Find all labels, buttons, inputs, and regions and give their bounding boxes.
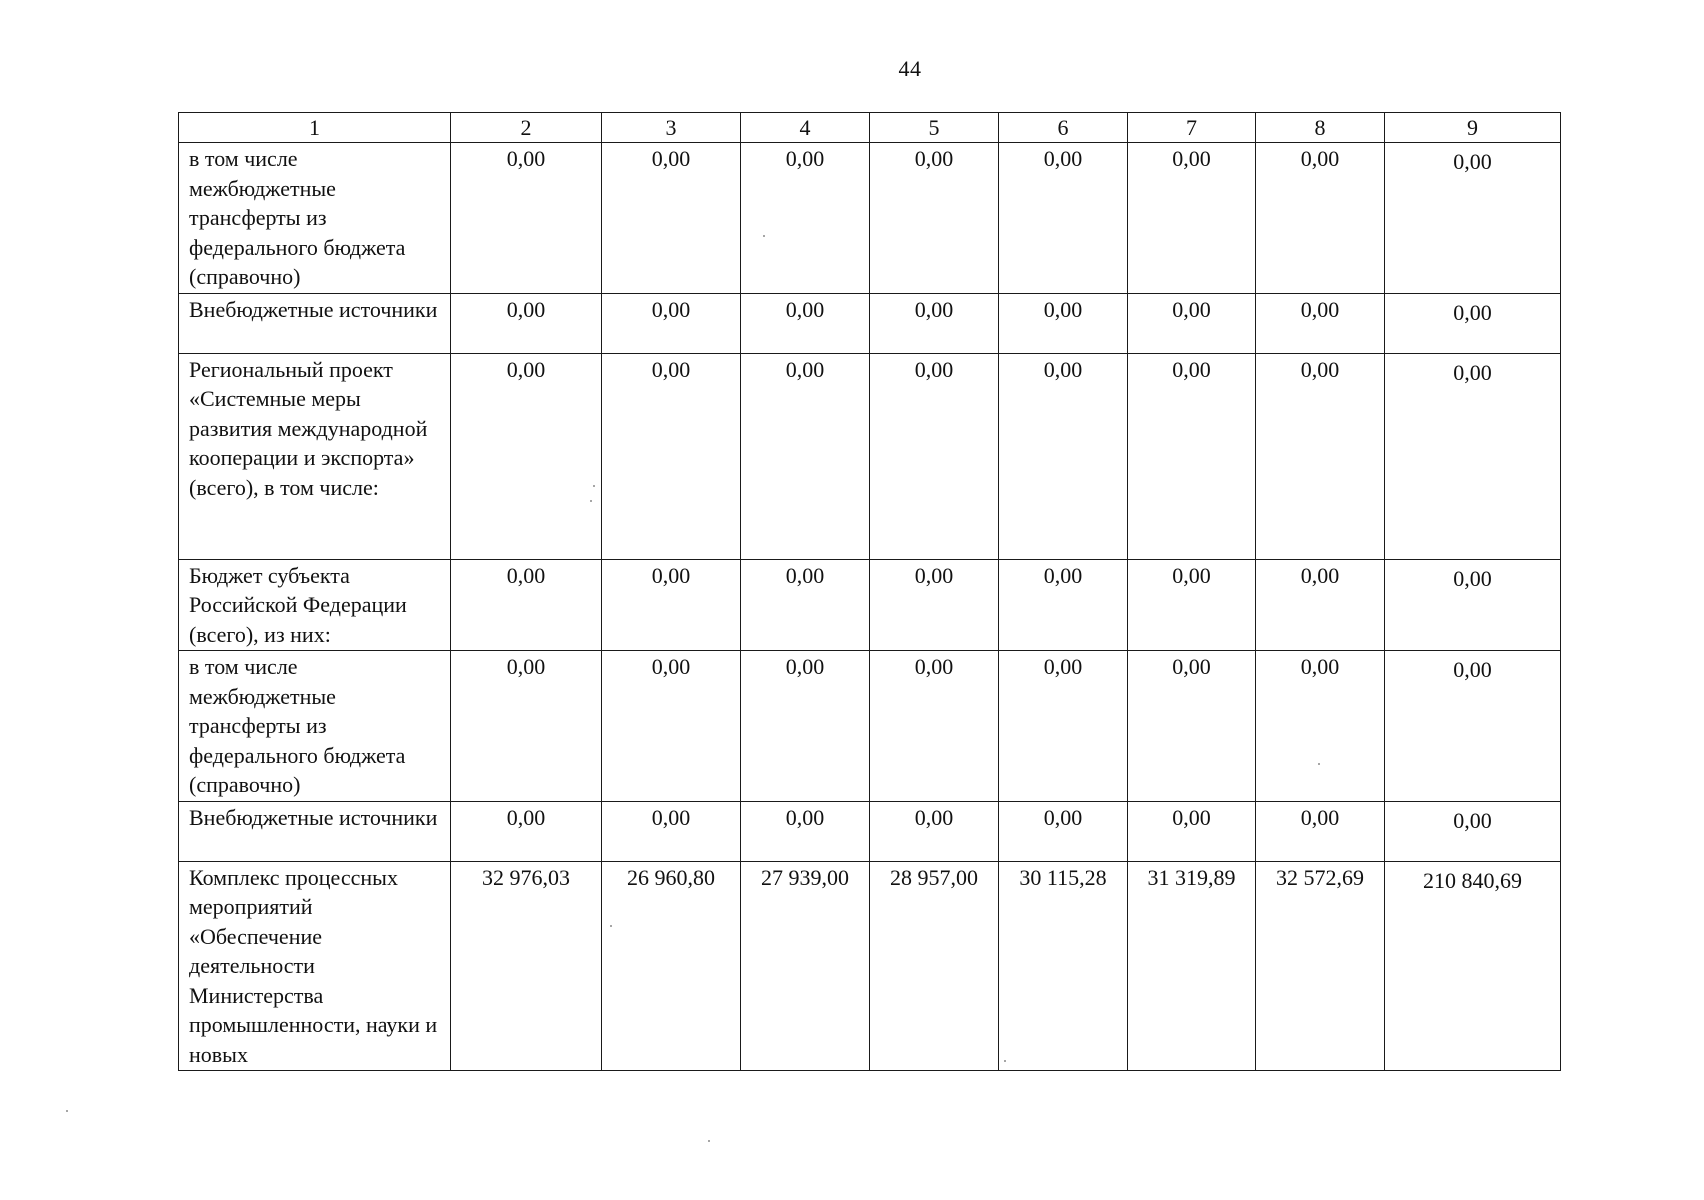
table-cell: 0,00 xyxy=(741,801,870,861)
table-cell: 0,00 xyxy=(451,353,602,559)
table-cell: 0,00 xyxy=(1385,651,1561,802)
table-row xyxy=(179,143,1561,294)
table-cell: 0,00 xyxy=(870,651,999,802)
table-row xyxy=(179,559,1561,651)
table-cell: 0,00 xyxy=(1385,293,1561,353)
table-cell: 28 957,00 xyxy=(870,861,999,1071)
table-cell: 0,00 xyxy=(870,293,999,353)
scan-speck xyxy=(1004,1060,1006,1062)
row-label: Внебюджетные источники xyxy=(179,801,451,861)
scan-speck xyxy=(593,485,595,487)
row-label: Внебюджетные источники xyxy=(179,293,451,353)
table-cell: 0,00 xyxy=(741,559,870,651)
table-cell: 0,00 xyxy=(602,651,741,802)
table-row xyxy=(179,651,1561,802)
scan-speck xyxy=(66,1110,68,1112)
column-number-7: 7 xyxy=(1128,113,1256,143)
table-cell: 0,00 xyxy=(999,651,1128,802)
table-cell: 0,00 xyxy=(602,559,741,651)
table-cell: 0,00 xyxy=(1256,651,1385,802)
table-cell: 0,00 xyxy=(999,559,1128,651)
scan-speck xyxy=(763,235,765,237)
table-cell: 31 319,89 xyxy=(1128,861,1256,1071)
table-cell: 0,00 xyxy=(1128,143,1256,294)
table-cell: 0,00 xyxy=(1128,353,1256,559)
table-cell: 0,00 xyxy=(451,293,602,353)
table-cell: 0,00 xyxy=(1128,559,1256,651)
table-cell: 0,00 xyxy=(602,801,741,861)
table-row xyxy=(179,293,1561,353)
table-cell: 0,00 xyxy=(1256,143,1385,294)
table-cell: 0,00 xyxy=(451,651,602,802)
scan-speck xyxy=(610,925,612,927)
budget-table xyxy=(178,112,1561,1071)
table-cell: 0,00 xyxy=(1385,353,1561,559)
column-number-2: 2 xyxy=(451,113,602,143)
table-cell: 0,00 xyxy=(451,143,602,294)
table-header xyxy=(179,113,1561,143)
header-row xyxy=(179,113,1561,143)
table-cell: 0,00 xyxy=(451,801,602,861)
table-cell: 0,00 xyxy=(602,143,741,294)
column-number-1: 1 xyxy=(179,113,451,143)
table-cell: 0,00 xyxy=(1385,143,1561,294)
row-label: в том числе межбюджетные трансферты из федерального бюджета (справочно) xyxy=(179,143,451,294)
row-label: в том числе межбюджетные трансферты из федерального бюджета (справочно) xyxy=(179,651,451,802)
table-row xyxy=(179,801,1561,861)
table-cell: 0,00 xyxy=(999,143,1128,294)
table-cell: 0,00 xyxy=(870,353,999,559)
table-cell: 0,00 xyxy=(602,353,741,559)
table-cell: 0,00 xyxy=(602,293,741,353)
table-cell: 210 840,69 xyxy=(1385,861,1561,1071)
table-cell: 26 960,80 xyxy=(602,861,741,1071)
scan-speck xyxy=(1318,763,1320,765)
table-cell: 0,00 xyxy=(741,353,870,559)
table-cell: 0,00 xyxy=(870,559,999,651)
table-cell: 0,00 xyxy=(999,801,1128,861)
table-cell: 0,00 xyxy=(1256,353,1385,559)
table-cell: 32 976,03 xyxy=(451,861,602,1071)
table-row xyxy=(179,861,1561,1071)
scan-speck xyxy=(590,500,592,502)
column-number-4: 4 xyxy=(741,113,870,143)
table-row xyxy=(179,353,1561,559)
column-number-9: 9 xyxy=(1385,113,1561,143)
table-cell: 0,00 xyxy=(1256,293,1385,353)
table-cell: 0,00 xyxy=(870,801,999,861)
table-body xyxy=(179,143,1561,1071)
row-label: Региональный проект «Системные меры развития международной кооперации и экспорта» (всего), в том числе: xyxy=(179,353,451,559)
row-label: Комплекс процессных мероприятий «Обеспечение деятельности Министерства промышленности, науки и новых xyxy=(179,861,451,1071)
table-cell: 30 115,28 xyxy=(999,861,1128,1071)
column-number-3: 3 xyxy=(602,113,741,143)
table-cell: 0,00 xyxy=(1385,801,1561,861)
table-cell: 0,00 xyxy=(999,353,1128,559)
row-label: Бюджет субъекта Российской Федерации (всего), из них: xyxy=(179,559,451,651)
table-cell: 0,00 xyxy=(741,293,870,353)
table-cell: 32 572,69 xyxy=(1256,861,1385,1071)
table-cell: 0,00 xyxy=(1256,559,1385,651)
page-number: 44 xyxy=(898,56,922,81)
table-cell: 0,00 xyxy=(451,559,602,651)
table-cell: 27 939,00 xyxy=(741,861,870,1071)
table-cell: 0,00 xyxy=(741,143,870,294)
column-number-6: 6 xyxy=(999,113,1128,143)
table-cell: 0,00 xyxy=(1128,293,1256,353)
table-cell: 0,00 xyxy=(1256,801,1385,861)
table-cell: 0,00 xyxy=(741,651,870,802)
scan-speck xyxy=(708,1140,710,1142)
table-cell: 0,00 xyxy=(870,143,999,294)
table-cell: 0,00 xyxy=(1128,801,1256,861)
column-number-5: 5 xyxy=(870,113,999,143)
table-cell: 0,00 xyxy=(1385,559,1561,651)
table-cell: 0,00 xyxy=(999,293,1128,353)
table-cell: 0,00 xyxy=(1128,651,1256,802)
column-number-8: 8 xyxy=(1256,113,1385,143)
